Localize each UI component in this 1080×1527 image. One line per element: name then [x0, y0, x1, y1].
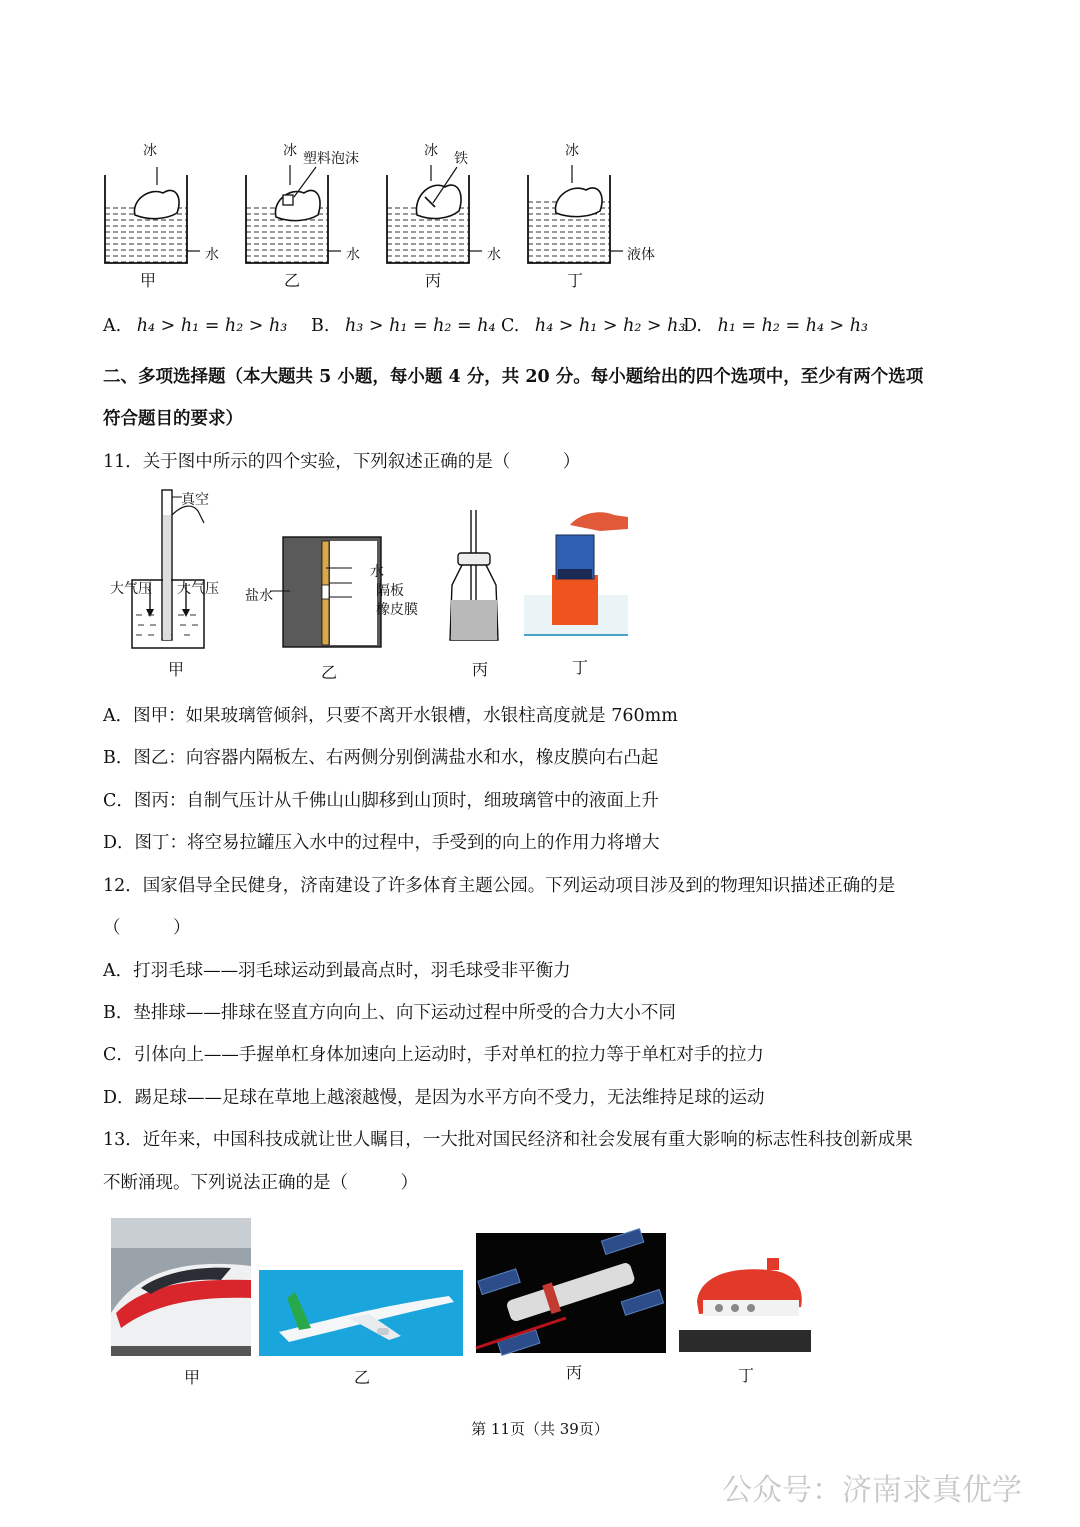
submersible-image: [679, 1252, 811, 1352]
option-text: h₃ > h₁ = h₂ = h₄: [345, 316, 496, 336]
q12-option-b[interactable]: B．垫排球——排球在竖直方向向上、向下运动过程中所受的合力大小不同: [103, 1003, 676, 1023]
space-station-image: [476, 1233, 666, 1353]
q10-option-a[interactable]: [103, 316, 287, 336]
air-pressure-left-label: 大气压: [110, 581, 152, 597]
water-label-yi: 水: [346, 247, 360, 263]
section2-heading-line1: 二、多项选择题（本大题共 5 小题，每小题 4 分，共 20 分。每小题给出的四个选项中，至少有两个选项: [103, 367, 924, 387]
partition-container: [270, 537, 381, 647]
q13-caption-ding: 丁: [737, 1366, 754, 1385]
torricelli-tube: [132, 490, 204, 648]
water-label-jia: 水: [205, 247, 219, 263]
q10-option-b[interactable]: [311, 316, 496, 336]
caption-jia: 甲: [139, 271, 156, 290]
q13-caption-bing: 丙: [565, 1363, 582, 1382]
q11-caption-yi: 乙: [320, 663, 337, 682]
q13-caption-yi: 乙: [353, 1368, 370, 1387]
q11-caption-ding: 丁: [571, 658, 588, 677]
beaker-bing: [387, 165, 482, 263]
option-letter: A.: [103, 316, 122, 336]
q10-option-c[interactable]: [501, 316, 685, 336]
partition-label: 隔板: [376, 583, 404, 599]
q12-option-c[interactable]: C．引体向上——手握单杠身体加速向上运动时，手对单杠的拉力等于单杠对手的拉力: [103, 1045, 764, 1065]
caption-yi: 乙: [283, 271, 300, 290]
q11-caption-bing: 丙: [471, 660, 488, 679]
option-text: h₄ > h₁ = h₂ > h₃: [136, 316, 288, 336]
ice-label-bing: 冰: [424, 143, 438, 159]
iron-label: 铁: [454, 151, 468, 167]
section2-heading-line2: 符合题目的要求）: [103, 409, 243, 429]
q11-option-c[interactable]: C．图丙：自制气压计从千佛山山脚移到山顶时，细玻璃管中的液面上升: [103, 791, 659, 811]
q12-option-a[interactable]: A．打羽毛球——羽毛球运动到最高点时，羽毛球受非平衡力: [103, 961, 571, 981]
liquid-label-ding: 液体: [627, 247, 655, 263]
beaker-yi: [246, 165, 341, 263]
page-number: 第 11页（共 39页）: [471, 1420, 609, 1438]
q11-stem: 11．关于图中所示的四个实验，下列叙述正确的是（ ）: [103, 452, 581, 472]
can-in-water: [524, 512, 628, 635]
vacuum-label: 真空: [181, 492, 209, 508]
q10-beakers-drawing: [100, 140, 700, 280]
water-label-bing: 水: [487, 247, 501, 263]
option-letter: D.: [683, 316, 702, 336]
q12-stem-line2: （ ）: [103, 918, 191, 938]
q12-option-d[interactable]: D．踢足球——足球在草地上越滚越慢，是因为水平方向不受力，无法维持足球的运动: [103, 1088, 765, 1108]
q13-stem-line2: 不断涌现。下列说法正确的是（ ）: [103, 1173, 418, 1193]
ice-label-jia: 冰: [143, 143, 157, 159]
watermark: 公众号：济南求真优学: [722, 1473, 1022, 1508]
ice-label-ding: 冰: [565, 143, 579, 159]
beaker-jia: [105, 167, 200, 263]
option-text: h₄ > h₁ > h₂ > h₃: [534, 316, 686, 336]
q11-option-d[interactable]: D．图丁：将空易拉罐压入水中的过程中，手受到的向上的作用力将增大: [103, 833, 660, 853]
ice-label-yi: 冰: [283, 143, 297, 159]
option-text: h₁ = h₂ = h₄ > h₃: [717, 316, 869, 336]
water-label: 水: [370, 564, 384, 580]
q11-option-a[interactable]: A．图甲：如果玻璃管倾斜，只要不离开水银槽，水银柱高度就是 760mm: [103, 706, 678, 726]
q11-option-b[interactable]: B．图乙：向容器内隔板左、右两侧分别倒满盐水和水，橡皮膜向右凸起: [103, 748, 659, 768]
option-letter: C.: [501, 316, 520, 336]
air-pressure-right-label: 大气压: [177, 581, 219, 597]
salt-water-label: 盐水: [245, 588, 273, 604]
airliner-image: [259, 1270, 463, 1356]
caption-ding: 丁: [566, 271, 583, 290]
q12-stem-line1: 12．国家倡导全民健身，济南建设了许多体育主题公园。下列运动项目涉及到的物理知识描述正确的是: [103, 876, 896, 896]
high-speed-train-image: [111, 1218, 251, 1356]
foam-label: 塑料泡沫: [303, 151, 359, 167]
option-letter: B.: [311, 316, 330, 336]
beaker-ding: [528, 165, 623, 263]
bottle-barometer: [450, 510, 498, 640]
q13-stem-line1: 13．近年来，中国科技成就让世人瞩目，一大批对国民经济和社会发展有重大影响的标志性科技创新成果: [103, 1130, 913, 1150]
caption-bing: 丙: [424, 271, 441, 290]
q10-option-d[interactable]: [683, 316, 868, 336]
membrane-label: 橡皮膜: [376, 602, 418, 618]
q13-caption-jia: 甲: [183, 1368, 200, 1387]
q11-caption-jia: 甲: [167, 660, 184, 679]
